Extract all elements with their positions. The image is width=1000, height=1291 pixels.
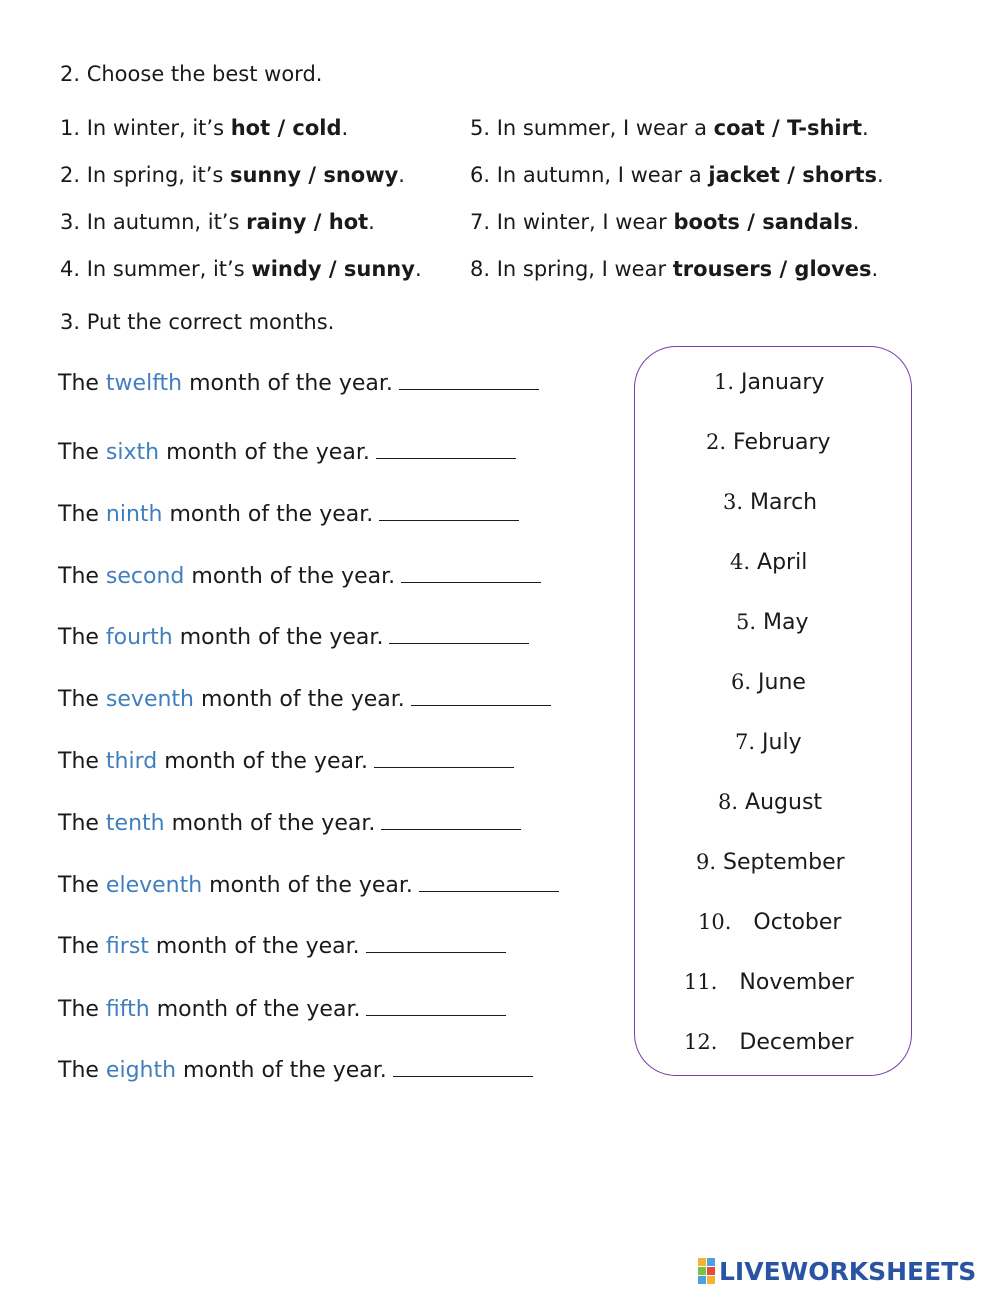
choice-question: 6. In autumn, I wear a jacket / shorts. xyxy=(470,163,884,187)
month-question-row: The fourth month of the year. xyxy=(58,625,529,650)
month-question-row: The eighth month of the year. xyxy=(58,1058,533,1083)
answer-blank[interactable] xyxy=(411,687,551,706)
month-list-item: 11. November xyxy=(684,970,854,995)
ordinal-word: second xyxy=(105,564,185,589)
answer-blank[interactable] xyxy=(376,440,516,459)
choice-options[interactable]: trousers / gloves xyxy=(672,257,872,281)
ordinal-word: first xyxy=(105,934,149,959)
month-list-item: 1. January xyxy=(714,370,825,395)
ordinal-word: fourth xyxy=(105,625,173,650)
ordinal-word: twelfth xyxy=(105,371,183,396)
answer-blank[interactable] xyxy=(401,564,541,583)
answer-blank[interactable] xyxy=(381,811,521,830)
month-question-row: The ninth month of the year. xyxy=(58,502,519,527)
answer-blank[interactable] xyxy=(374,749,514,768)
choice-options[interactable]: hot / cold xyxy=(230,116,342,140)
month-list-item: 3. March xyxy=(723,490,818,515)
choice-options[interactable]: sunny / snowy xyxy=(229,163,399,187)
month-list-item: 7. July xyxy=(735,730,802,755)
answer-blank[interactable] xyxy=(366,934,506,953)
month-question-row: The first month of the year. xyxy=(58,934,506,959)
choice-question: 5. In summer, I wear a coat / T-shirt. xyxy=(470,116,869,140)
choice-question: 8. In spring, I wear trousers / gloves. xyxy=(470,257,879,281)
choice-question: 1. In winter, it’s hot / cold. xyxy=(60,116,349,140)
answer-blank[interactable] xyxy=(366,997,506,1016)
answer-blank[interactable] xyxy=(419,873,559,892)
brand-name: LIVEWORKSHEETS xyxy=(719,1256,977,1286)
choice-question: 7. In winter, I wear boots / sandals. xyxy=(470,210,860,234)
brand-mark-icon xyxy=(698,1258,715,1284)
ordinal-word: sixth xyxy=(105,440,160,465)
ordinal-word: fifth xyxy=(105,997,150,1022)
month-list-item: 12. December xyxy=(684,1030,854,1055)
month-question-row: The seventh month of the year. xyxy=(58,687,551,712)
choice-options[interactable]: jacket / shorts xyxy=(708,163,877,187)
month-question-row: The third month of the year. xyxy=(58,749,514,774)
ordinal-word: ninth xyxy=(105,502,163,527)
choice-options[interactable]: boots / sandals xyxy=(673,210,853,234)
month-list-item: 10. October xyxy=(698,910,842,935)
month-list-item: 5. May xyxy=(736,610,809,635)
month-list-item: 2. February xyxy=(706,430,831,455)
answer-blank[interactable] xyxy=(379,502,519,521)
month-question-row: The twelfth month of the year. xyxy=(58,371,539,396)
month-question-row: The second month of the year. xyxy=(58,564,541,589)
month-list-item: 6. June xyxy=(731,670,806,695)
ordinal-word: eighth xyxy=(105,1058,177,1083)
ordinal-word: tenth xyxy=(105,811,165,836)
section2-heading: 2. Choose the best word. xyxy=(60,62,323,86)
choice-question: 2. In spring, it’s sunny / snowy. xyxy=(60,163,405,187)
ordinal-word: third xyxy=(105,749,158,774)
month-question-row: The sixth month of the year. xyxy=(58,440,516,465)
month-question-row: The fifth month of the year. xyxy=(58,997,506,1022)
answer-blank[interactable] xyxy=(389,625,529,644)
month-list-item: 9. September xyxy=(696,850,845,875)
ordinal-word: seventh xyxy=(105,687,194,712)
month-list-item: 4. April xyxy=(730,550,808,575)
section3-heading: 3. Put the correct months. xyxy=(60,310,335,334)
ordinal-word: eleventh xyxy=(105,873,203,898)
answer-blank[interactable] xyxy=(399,371,539,390)
choice-options[interactable]: coat / T-shirt xyxy=(713,116,863,140)
month-list-box xyxy=(634,346,912,1076)
liveworksheets-logo xyxy=(698,1256,976,1286)
month-question-row: The tenth month of the year. xyxy=(58,811,521,836)
choice-question: 3. In autumn, it’s rainy / hot. xyxy=(60,210,375,234)
choice-question: 4. In summer, it’s windy / sunny. xyxy=(60,257,422,281)
month-question-row: The eleventh month of the year. xyxy=(58,873,559,898)
month-list-item: 8. August xyxy=(718,790,823,815)
choice-options[interactable]: rainy / hot xyxy=(246,210,369,234)
answer-blank[interactable] xyxy=(393,1058,533,1077)
choice-options[interactable]: windy / sunny xyxy=(251,257,415,281)
